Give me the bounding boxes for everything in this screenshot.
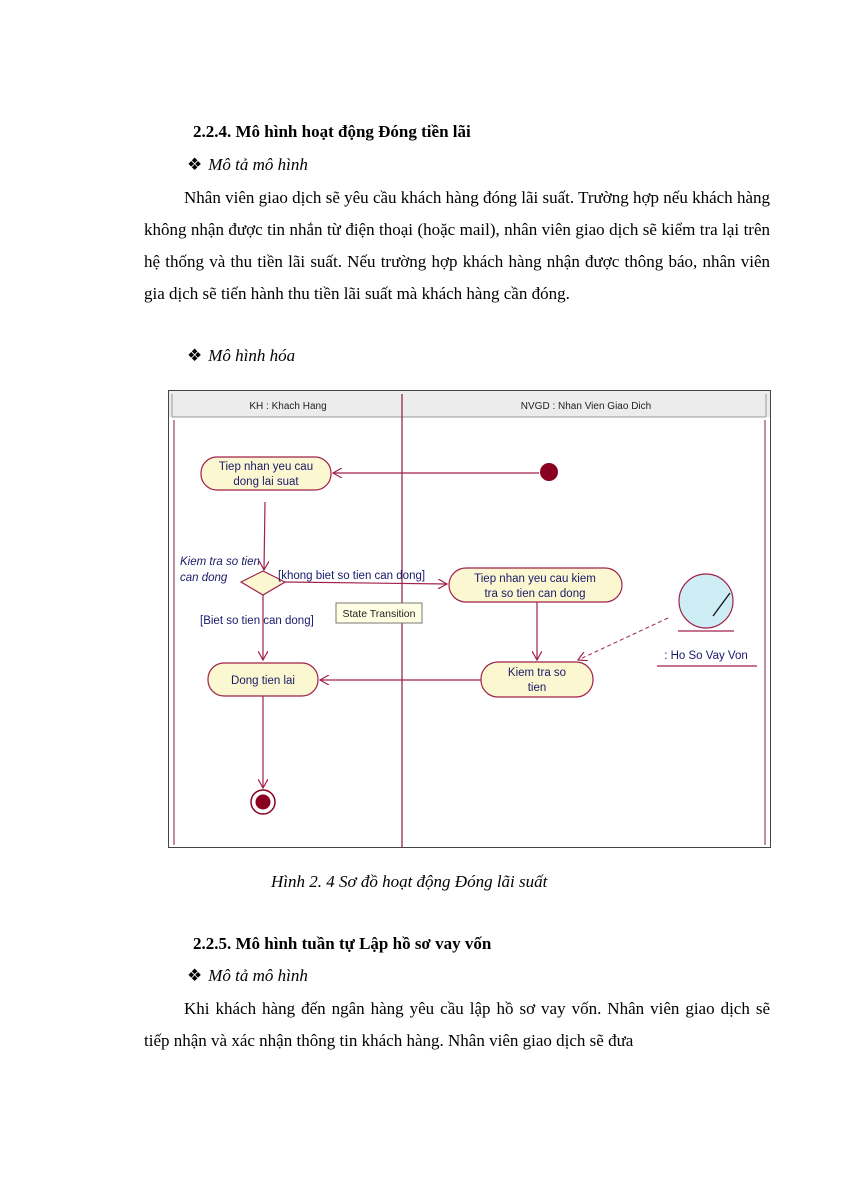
bullet-modeling-text: Mô hình hóa (208, 346, 296, 365)
activity-pay-interest-label: Dong tien lai (231, 675, 295, 687)
decision-label-line2: can dong (180, 572, 228, 584)
section-heading-2-2-5: 2.2.5. Mô hình tuần tự Lập hồ sơ vay vốn (193, 934, 492, 953)
guard-unknown-amount: [khong biet so tien can dong] (278, 570, 426, 582)
activity-request-check-line1: Tiep nhan yeu cau kiem (474, 573, 596, 585)
activity-check-line2: tien (527, 682, 547, 694)
decision-label-line1: Kiem tra so tien (180, 556, 260, 568)
activity-request-check-line2: tra so tien can dong (484, 588, 586, 600)
object-label: : Ho So Vay Von (664, 650, 748, 662)
state-transition-tooltip-text: State Transition (342, 608, 416, 620)
guard-known-amount: [Biet so tien can dong] (200, 615, 314, 627)
activity-check-line1: Kiem tra so (507, 667, 567, 679)
bullet-diamond-icon: ❖ (187, 966, 203, 985)
initial-node (540, 463, 558, 481)
bullet-diamond-icon: ❖ (187, 155, 203, 174)
bullet-description-2 (187, 966, 308, 986)
bullet-description-text: Mô tả mô hình (208, 155, 308, 174)
swimlane-left-title: KH : Khach Hang (249, 401, 327, 412)
bullet-description (187, 155, 308, 175)
activity-receive-line2: dong lai suat (233, 476, 299, 488)
swimlane-right-title: NVGD : Nhan Vien Giao Dich (520, 401, 652, 412)
bullet-modeling (187, 346, 295, 366)
section-heading-2-2-4: 2.2.4. Mô hình hoạt động Đóng tiền lãi (193, 122, 471, 141)
paragraph-description: Nhân viên giao dịch sẽ yêu cầu khách hàng đóng lãi suất. Trường hợp nếu khách hàng không nhận được tin nhắn từ điện thoại (hoặc mail), nhân viên giao dịch sẽ kiểm tra lại trên hệ thống và thu tiền lãi suất. Nếu trường hợp khách hàng nhận được thông báo, nhân viên gia dịch sẽ tiến hành thu tiền lãi suất mà khách hàng cần đóng. (144, 188, 770, 303)
activity-receive-line1: Tiep nhan yeu cau (218, 461, 314, 473)
activity-diagram (168, 390, 771, 848)
figure-caption: Hình 2. 4 Sơ đồ hoạt động Đóng lãi suất (271, 872, 548, 891)
bullet-diamond-icon: ❖ (187, 346, 203, 365)
bullet-description-2-text: Mô tả mô hình (208, 966, 308, 985)
paragraph-description-2: Khi khách hàng đến ngân hàng yêu cầu lập hồ sơ vay vốn. Nhân viên giao dịch sẽ tiếp nhận và xác nhận thông tin khách hàng. Nhân viên giao dịch sẽ đưa (144, 999, 770, 1050)
